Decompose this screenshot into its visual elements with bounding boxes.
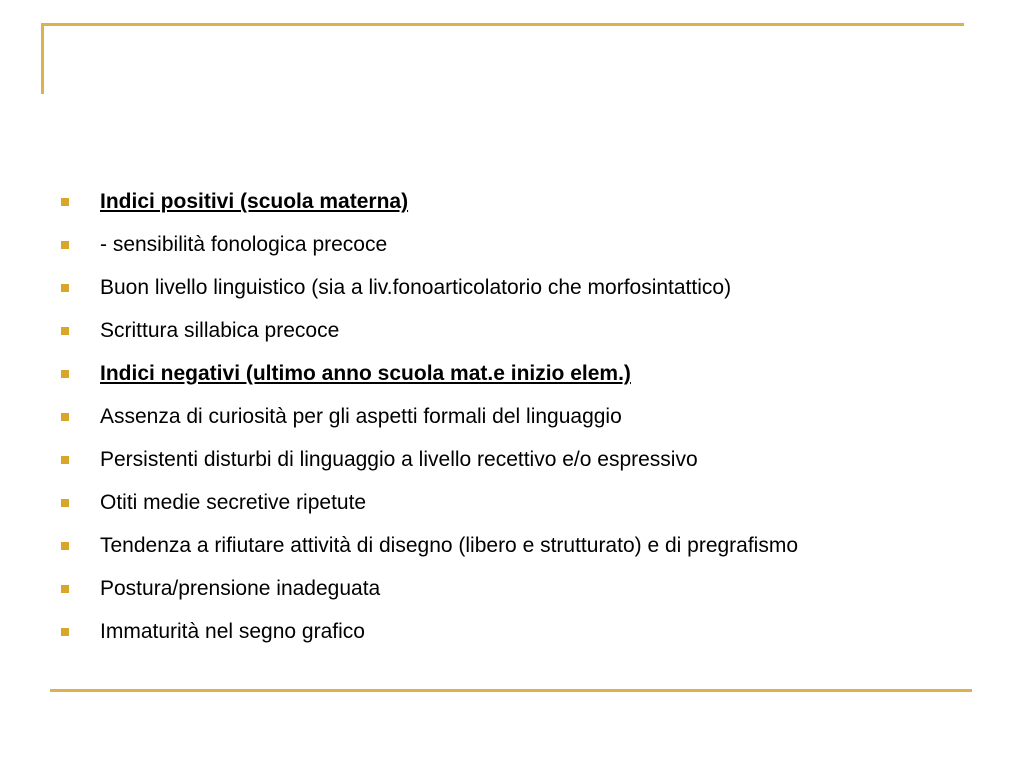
- bullet-text: Buon livello linguistico (sia a liv.fonoarticolatorio che morfosintattico): [100, 276, 732, 299]
- bullet-text: Postura/prensione inadeguata: [100, 577, 381, 600]
- square-bullet-icon: [61, 499, 69, 507]
- bullet-item: [60, 616, 940, 648]
- bullet-text: Indici negativi (ultimo anno scuola mat.e inizio elem.): [100, 362, 631, 385]
- bullet-item-negative-heading: [60, 358, 940, 390]
- bullet-item: [60, 444, 940, 476]
- bullet-item: [60, 401, 940, 433]
- bullet-item-positive-heading: [60, 186, 940, 218]
- bullet-text: Scrittura sillabica precoce: [100, 319, 340, 342]
- square-bullet-icon: [61, 327, 69, 335]
- square-bullet-icon: [61, 241, 69, 249]
- square-bullet-icon: [61, 585, 69, 593]
- square-bullet-icon: [61, 456, 69, 464]
- square-bullet-icon: [61, 198, 69, 206]
- square-bullet-icon: [61, 413, 69, 421]
- bullet-item: [60, 530, 940, 562]
- bullet-text: Tendenza a rifiutare attività di disegno (libero e strutturato) e di pregrafismo: [100, 534, 799, 557]
- square-bullet-icon: [61, 284, 69, 292]
- bullet-item: [60, 487, 940, 519]
- bullet-item: [60, 229, 940, 261]
- bullet-item: [60, 272, 940, 304]
- bullet-item: [60, 573, 940, 605]
- square-bullet-icon: [61, 542, 69, 550]
- bullet-text: - sensibilità fonologica precoce: [100, 233, 388, 256]
- frame-left-line: [41, 23, 44, 94]
- bullet-list: [60, 186, 940, 659]
- bullet-text: Immaturità nel segno grafico: [100, 620, 365, 643]
- square-bullet-icon: [61, 370, 69, 378]
- square-bullet-icon: [61, 628, 69, 636]
- bullet-text: Otiti medie secretive ripetute: [100, 491, 367, 514]
- bullet-text: Assenza di curiosità per gli aspetti formali del linguaggio: [100, 405, 622, 428]
- frame-top-line: [41, 23, 964, 26]
- bullet-item: [60, 315, 940, 347]
- bullet-text: Persistenti disturbi di linguaggio a livello recettivo e/o espressivo: [100, 448, 698, 471]
- bullet-text: Indici positivi (scuola materna): [100, 190, 409, 213]
- frame-bottom-line: [50, 689, 972, 692]
